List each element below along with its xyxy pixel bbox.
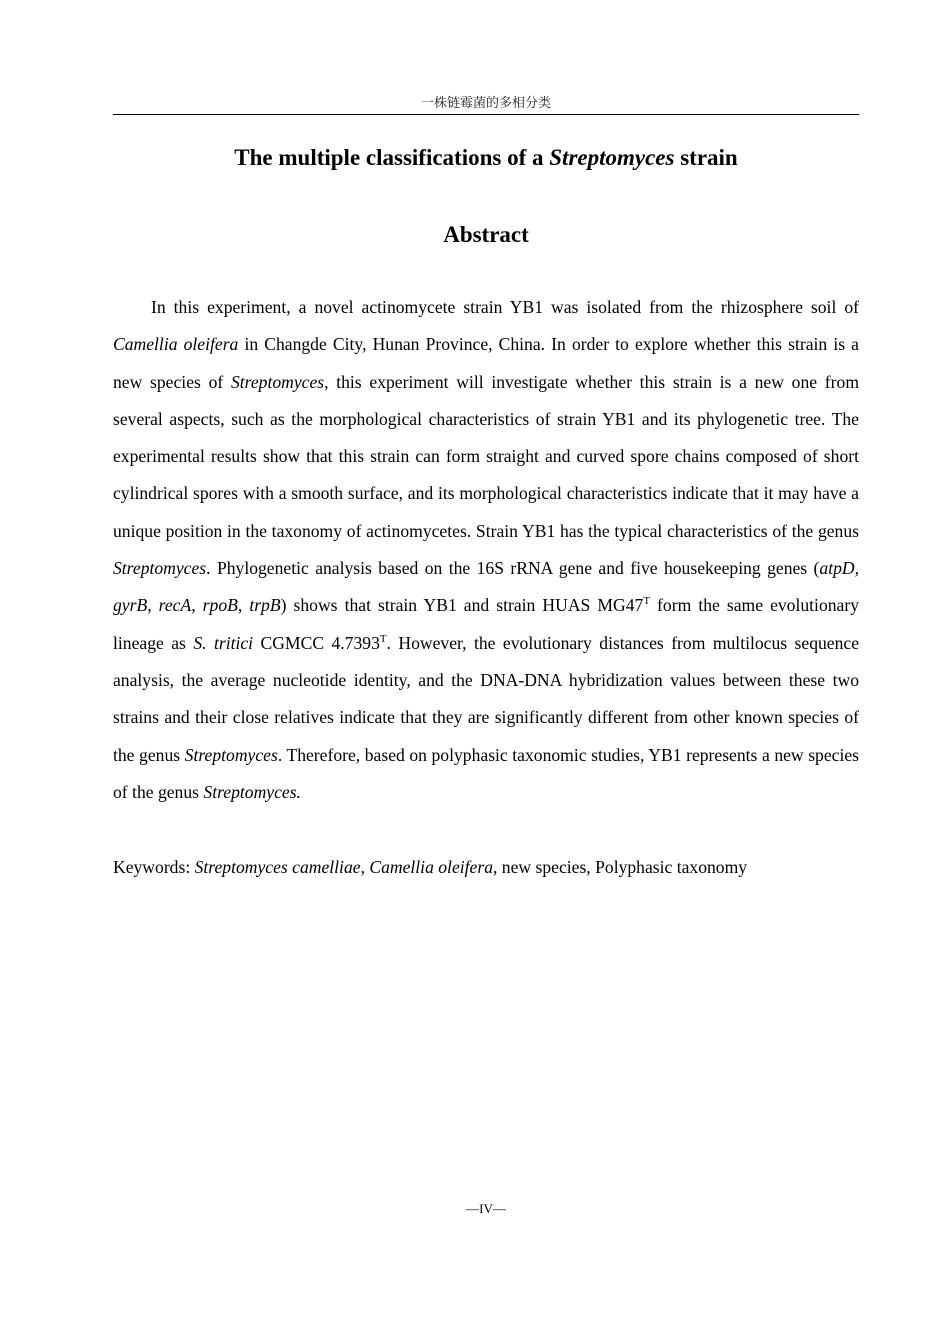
page-number: —IV— (466, 1201, 506, 1216)
keywords-label: Keywords: (113, 857, 195, 877)
keyword-separator: , (360, 857, 370, 877)
title-text-end: strain (674, 145, 738, 170)
abstract-text: . Therefore, based on polyphasic taxonomic studies, YB1 represents a new species of the genus (113, 744, 859, 802)
gene-list: atpD, gyrB, recA, rpoB, trpB (113, 558, 859, 616)
paper-title (113, 145, 859, 171)
abstract-text: form the same evolutionary lineage as (113, 595, 860, 653)
abstract-text: , this experiment will investigate whether this strain is a new one from several aspects, such as the morphological characteristics of strain YB1 and its phylogenetic tree. The experimental results show that this strain can form straight and curved spore chains composed of short cylindrical spores with a smooth surface, and its morphological characteristics indicate that it may have a unique position in the taxonomy of actinomycetes. Strain YB1 has the typical characteristics of the genus (113, 371, 859, 541)
abstract-text: In this experiment, a novel actinomycete strain YB1 was isolated from the rhizosphere soil of (151, 297, 859, 317)
type-strain-superscript: T (643, 595, 650, 608)
species-name: S. tritici (193, 632, 254, 653)
genus-name: Streptomyces (230, 371, 325, 392)
species-name: Camellia oleifera (113, 334, 239, 355)
keywords-line (113, 849, 859, 886)
title-genus: Streptomyces (549, 145, 675, 170)
abstract-text: ) shows that strain YB1 and strain HUAS MG47 (280, 595, 644, 616)
genus-name: Streptomyces (184, 744, 278, 765)
abstract-text: . Phylogenetic analysis based on the 16S rRNA gene and five housekeeping genes ( (206, 558, 820, 579)
genus-name: Streptomyces (113, 558, 207, 579)
abstract-text: in Changde City, Hunan Province, China. In order to explore whether this strain is a new species of (113, 334, 859, 392)
abstract-text: CGMCC 4.7393 (253, 632, 380, 653)
type-strain-superscript: T (379, 632, 387, 645)
abstract-body (113, 289, 859, 811)
abstract-text: . However, the evolutionary distances from multilocus sequence analysis, the average nucleotide identity, and the DNA-DNA hybridization values between these two strains and their close relatives indicate that they are significantly different from other known species of the genus (113, 632, 860, 765)
genus-name: Streptomyces. (203, 781, 301, 802)
running-head: 一株链霉菌的多相分类 (113, 92, 859, 115)
keyword: , new species, Polyphasic taxonomy (493, 857, 748, 877)
keyword: Streptomyces camelliae (194, 857, 361, 877)
title-text: The multiple classifications of a (234, 145, 550, 170)
abstract-heading: Abstract (443, 222, 529, 247)
keyword: Camellia oleifera (369, 857, 493, 877)
